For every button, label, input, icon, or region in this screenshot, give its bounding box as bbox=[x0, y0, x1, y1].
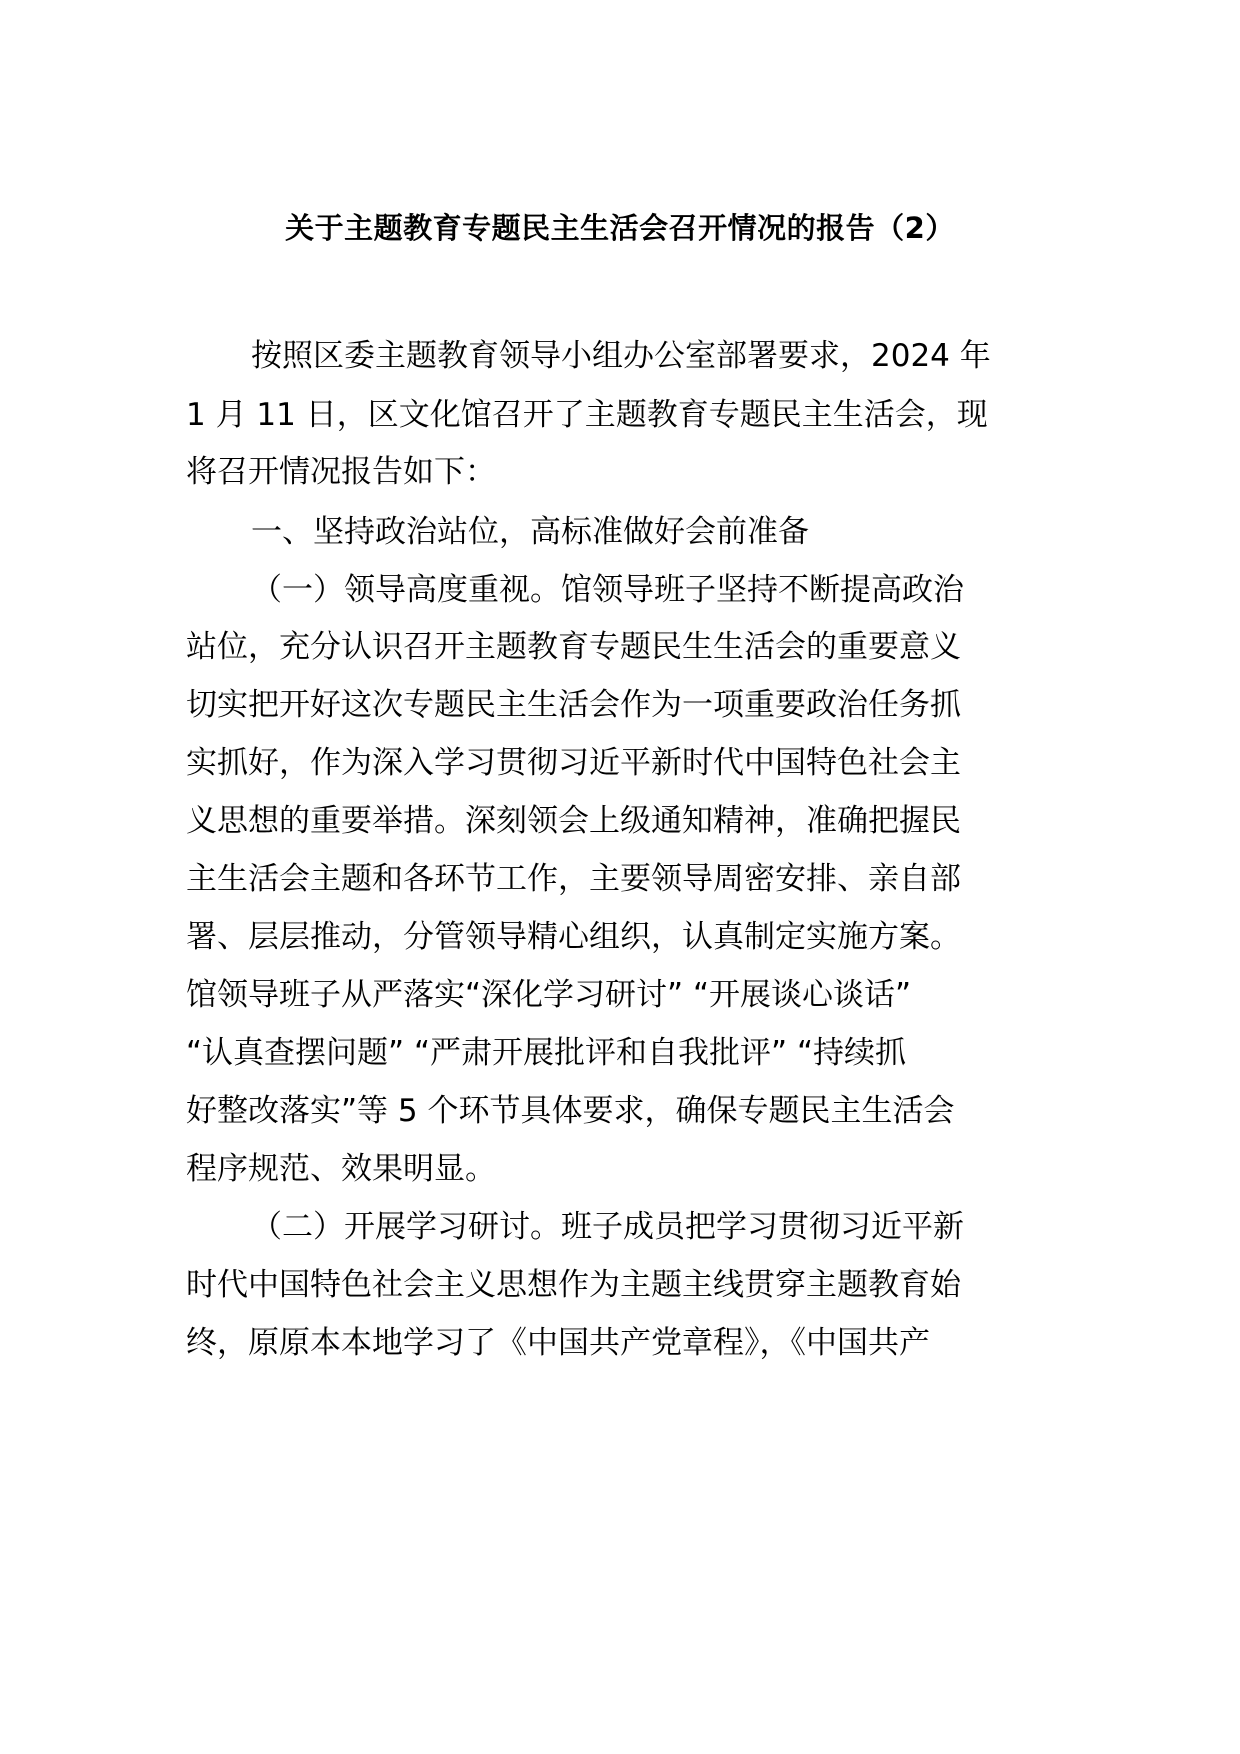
paragraph-line: （二）开展学习研讨。班子成员把学习贯彻习近平新 bbox=[251, 1209, 964, 1245]
paragraph-line: 馆领导班子从严落实“深化学习研讨” “开展谈心谈话” bbox=[186, 977, 912, 1013]
paragraph-line: 1 月 11 日，区文化馆召开了主题教育专题民主生活会，现 bbox=[186, 397, 988, 433]
document-title: 关于主题教育专题民主生活会召开情况的报告（2） bbox=[285, 211, 955, 245]
paragraph-line: 好整改落实”等 5 个环节具体要求，确保专题民主生活会 bbox=[186, 1093, 955, 1129]
paragraph-line: （一）领导高度重视。馆领导班子坚持不断提高政治 bbox=[251, 572, 964, 608]
paragraph-line: 义思想的重要举措。深刻领会上级通知精神，准确把握民 bbox=[186, 803, 961, 839]
paragraph-line: 时代中国特色社会主义思想作为主题主线贯穿主题教育始 bbox=[186, 1267, 961, 1303]
paragraph-line: 署、层层推动，分管领导精心组织，认真制定实施方案。 bbox=[186, 919, 961, 955]
paragraph-line: 站位，充分认识召开主题教育专题民生生活会的重要意义 bbox=[186, 629, 961, 665]
paragraph-line: 程序规范、效果明显。 bbox=[186, 1151, 496, 1187]
paragraph-line: 终，原原本本地学习了《中国共产党章程》，《中国共产 bbox=[186, 1325, 930, 1361]
paragraph-line: 将召开情况报告如下： bbox=[186, 454, 496, 490]
paragraph-line: “认真查摆问题” “严肃开展批评和自我批评” “持续抓 bbox=[186, 1035, 907, 1071]
paragraph-line: 切实把开好这次专题民主生活会作为一项重要政治任务抓 bbox=[186, 687, 961, 723]
paragraph-line: 主生活会主题和各环节工作，主要领导周密安排、亲自部 bbox=[186, 861, 961, 897]
section-heading: 一、坚持政治站位，高标准做好会前准备 bbox=[251, 514, 809, 550]
paragraph-line: 按照区委主题教育领导小组办公室部署要求，2024 年 bbox=[251, 338, 991, 374]
paragraph-line: 实抓好，作为深入学习贯彻习近平新时代中国特色社会主 bbox=[186, 745, 961, 781]
